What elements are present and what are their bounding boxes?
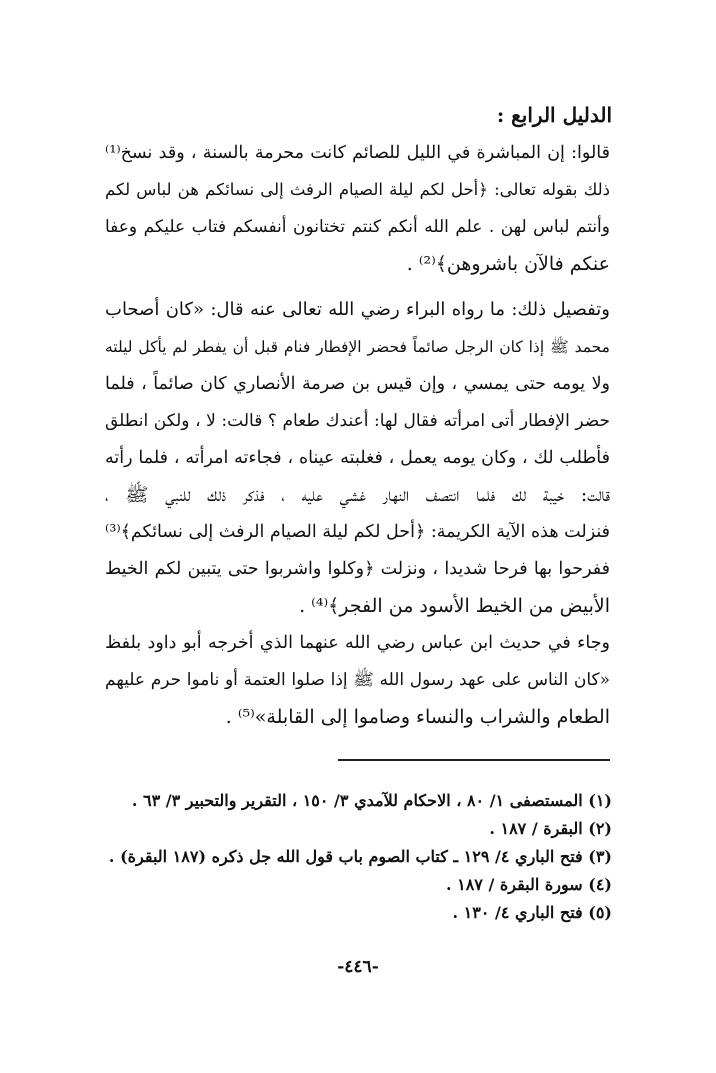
text-line: ذلك بقوله تعالى: ﴿أحل لكم ليلة الصيام الرفث إلى نسائكم هن لباس لكم (105, 180, 610, 199)
footnote: (١) المستصفى ١/ ٨٠ ، الاحكام للآمدي ٣/ ١٥٠ ، التقرير والتحبير ٣/ ٦٣ . (131, 791, 612, 810)
text-line: الأبيض من الخيط الأسود من الفجر﴾⁽⁴⁾ . (299, 595, 610, 617)
footnote: (٤) سورة البقرة / ١٨٧ . (445, 875, 612, 894)
text-line: قالوا: إن المباشرة في الليل للصائم كانت محرمة بالسنة ، وقد نسخ⁽¹⁾ (105, 143, 610, 163)
section-heading: الدليل الرابع : (496, 103, 612, 127)
footnote-separator (338, 759, 610, 761)
footnote: (٢) البقرة / ١٨٧ . (489, 819, 612, 838)
text-line: وأنتم لباس لهن . علم الله أنكم كنتم تختانون أنفسكم فتاب عليكم وعفا (105, 217, 610, 237)
text-line: ففرحوا بها فرحا شديدا ، ونزلت ﴿وكلوا واشربوا حتى يتبين لكم الخيط (105, 559, 610, 579)
text-line: عنكم فالآن باشروهن﴾⁽²⁾ . (406, 253, 610, 275)
footnote: (٣) فتح الباري ٤/ ١٢٩ ـ كتاب الصوم باب قول الله جل ذكره (١٨٧ البقرة) . (108, 847, 612, 866)
text-line: فنزلت هذه الآية الكريمة: ﴿أحل لكم ليلة الصيام الرفث إلى نسائكم﴾⁽³⁾ (105, 522, 610, 542)
text-line: محمد ﷺ إذا كان الرجل صائماً فحضر الإفطار فنام قبل أن يفطر لم يأكل ليلته (105, 338, 610, 356)
text-line: وجاء في حديث ابن عباس رضي الله عنهما الذي أخرجه أبو داود بلفظ (105, 633, 610, 653)
text-line: ولا يومه حتى يمسي ، وإن قيس بن صرمة الأنصاري كان صائماً ، فلما (105, 374, 610, 394)
footnote: (٥) فتح الباري ٤/ ١٣٠ . (452, 903, 612, 922)
text-line: حضر الإفطار أتى امرأته فقال لها: أعندك طعام ؟ قالت: لا ، ولكن انطلق (105, 411, 610, 431)
text-line: وتفصيل ذلك: ما رواه البراء رضي الله تعالى عنه قال: «كان أصحاب (105, 299, 610, 320)
text-line: فأطلب لك ، وكان يومه يعمل ، فغلبته عيناه ، فجاءته امرأته ، فلما رأته (105, 448, 610, 468)
text-line: الطعام والشراب والنساء وصاموا إلى القابلة»⁽⁵⁾ . (225, 706, 610, 728)
text-line: قالت: خيبة لك فلما انتصف النهار غشي عليه ، فذكر ذلك للنبي ﷺ ، (105, 484, 610, 506)
page-number: -٤٤٦- (337, 957, 379, 977)
text-line: «كان الناس على عهد رسول الله ﷺ إذا صلوا العتمة أو ناموا حرم عليهم (105, 670, 610, 690)
